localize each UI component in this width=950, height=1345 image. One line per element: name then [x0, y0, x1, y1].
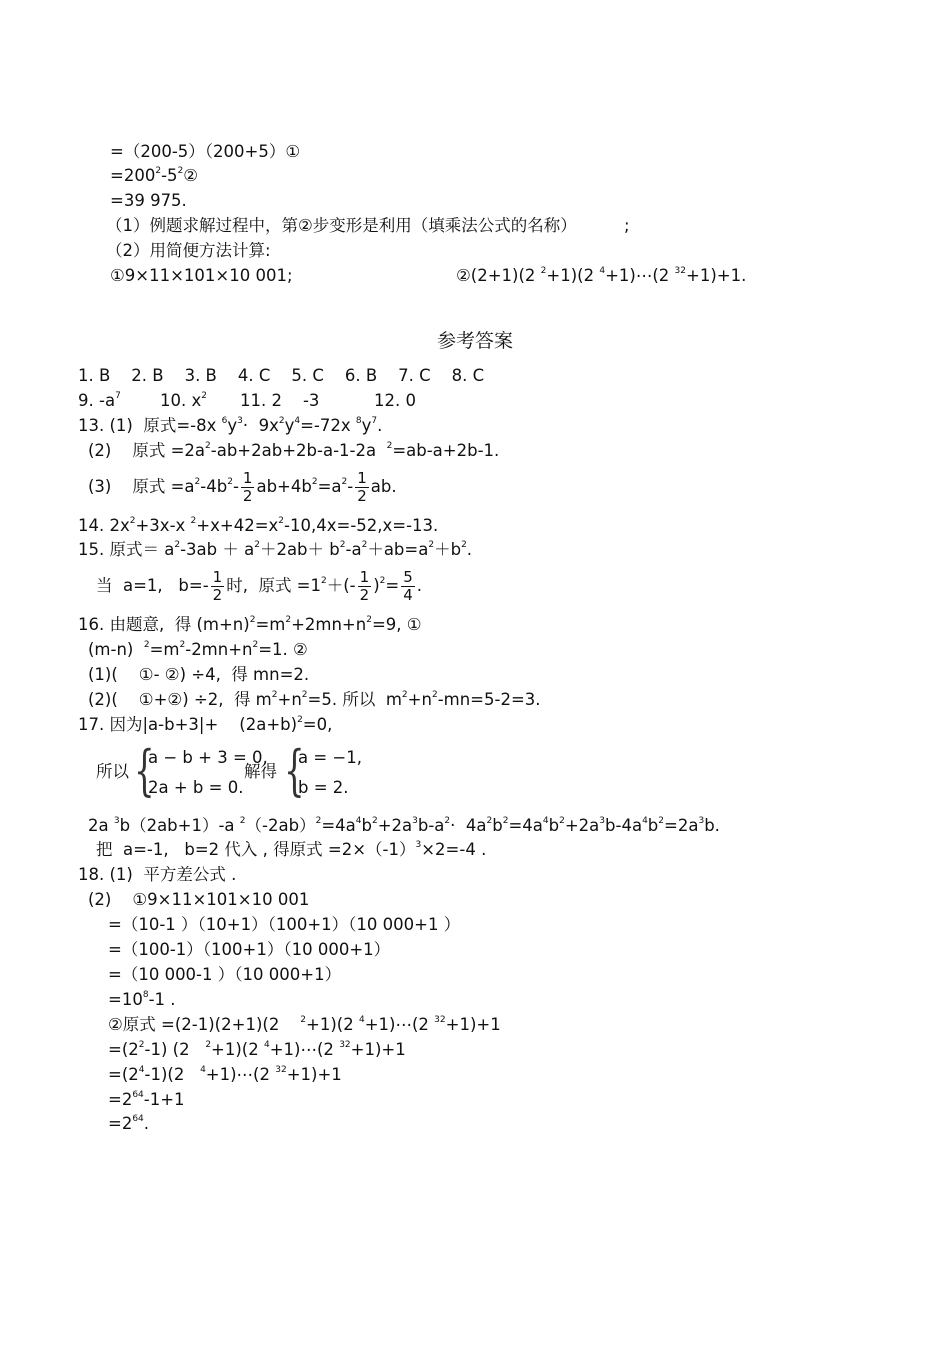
superscript: 4 [200, 1065, 206, 1075]
answer-line [108, 1090, 185, 1110]
system-eq: 2a + b = 0. [148, 778, 244, 797]
answer-line: =（10-1 ）（10+1）（100+1）（10 000+1 ） [108, 915, 461, 934]
superscript: 32 [674, 266, 686, 276]
text-span: -1 . [148, 990, 176, 1009]
answer-line [78, 516, 438, 536]
text-span: （-2ab） [245, 816, 316, 835]
text-span: 把 a=-1, b=2 代入 , 得原式 =2×（-1） [96, 840, 416, 859]
text-span: +1)+1 [445, 1015, 501, 1034]
fraction [358, 569, 372, 604]
text-span: 当 a=1, b=- [96, 576, 209, 595]
superscript: 4 [542, 816, 549, 826]
superscript: 4 [294, 416, 301, 426]
text-span: ＋(- [326, 576, 356, 595]
superscript: 2 [194, 477, 201, 487]
text-span: 15. 原式＝ a [78, 540, 175, 559]
text-span: (2)( ①+②) ÷2, 得 m [88, 690, 272, 709]
text-span: =-72x [300, 416, 356, 435]
text-span: b [361, 816, 372, 835]
text-span: -10,4x=-52,x=-13. [284, 516, 439, 535]
superscript: 4 [642, 816, 648, 826]
superscript: 2 [658, 816, 665, 826]
answer-line [88, 816, 720, 836]
text-span: =(2 [108, 1040, 139, 1059]
text-span: -3ab ＋ a [180, 540, 255, 559]
text-span: . [416, 576, 422, 595]
text-span: =a [317, 477, 342, 496]
text-span: b（2ab+1）-a [119, 816, 240, 835]
superscript: 64 [132, 1090, 144, 1100]
text-span: 9. -a [78, 391, 116, 410]
text-span: ×2=-4 . [421, 840, 487, 859]
text-span: ＋2ab＋ b [259, 540, 340, 559]
superscript: 7 [371, 416, 378, 426]
answer-line: =（100-1）（100+1）（10 000+1） [108, 940, 391, 959]
answer-line [78, 615, 422, 635]
superscript: 2 [428, 540, 435, 550]
text-span: · 4a [450, 816, 487, 835]
text-span: =5. 所以 m [307, 690, 402, 709]
question-3a: ①9×11×101×10 001; [110, 266, 293, 285]
superscript: 2 [315, 816, 322, 826]
text-span: +2a [564, 816, 600, 835]
question-2: （2）用简便方法计算: [106, 241, 271, 260]
answer-line [78, 715, 332, 735]
text-span: (m-n) [88, 640, 144, 659]
answer-line [88, 690, 541, 710]
superscript: 2 [190, 516, 197, 526]
superscript: 3 [698, 816, 705, 826]
superscript: 3 [113, 816, 120, 826]
superscript: 2 [205, 441, 211, 451]
text-span: =0, [302, 715, 333, 734]
superscript: 2 [461, 540, 467, 550]
superscript: 2 [271, 690, 278, 700]
text-span: ) [373, 576, 380, 595]
text-span: -mn=5-2=3. [437, 690, 541, 709]
superscript: 2 [540, 266, 547, 276]
left-brace: { [284, 739, 305, 802]
superscript: 2 [177, 166, 184, 176]
answer-line [108, 1040, 406, 1060]
text-span: =ab-a+2b-1. [392, 441, 500, 460]
superscript: 7 [115, 391, 121, 401]
text-span: b-a [417, 816, 445, 835]
answer-line: 12. 0 [374, 391, 416, 410]
text-span: . [143, 1114, 150, 1133]
superscript: 2 [239, 816, 246, 826]
superscript: 32 [434, 1015, 446, 1025]
text-span: =4a [321, 816, 356, 835]
superscript: 4 [599, 266, 606, 276]
superscript: 2 [401, 690, 408, 700]
superscript: 2 [361, 540, 368, 550]
text-span: =m [149, 640, 180, 659]
answer-line [88, 466, 397, 508]
text-span: +3x-x [135, 516, 191, 535]
superscript: 2 [339, 540, 346, 550]
superscript: 2 [444, 816, 451, 826]
superscript: 2 [341, 477, 348, 487]
answer-line [108, 1114, 149, 1134]
answer-line [78, 540, 472, 560]
text-span: =1. ② [258, 640, 308, 659]
superscript: 2 [559, 816, 565, 826]
text-span: b. [704, 816, 720, 835]
text-span: +1)+1 [350, 1040, 406, 1059]
superscript: 4 [138, 1065, 145, 1075]
superscript: 2 [201, 391, 207, 401]
fraction [355, 470, 369, 505]
text-span: -1)(2 [144, 1065, 201, 1084]
text-span: - [347, 477, 354, 496]
superscript: 2 [431, 690, 438, 700]
superscript: 4 [355, 816, 362, 826]
text-span: (3) 原式 =a [88, 477, 195, 496]
question-1: （1）例题求解过程中，第②步变形是利用（填乘法公式的名称） ; [106, 216, 630, 235]
text-span: y [227, 416, 238, 435]
text-span: =2a [664, 816, 699, 835]
answer-line: 1. B 2. B 3. B 4. C 5. C 6. B 7. C 8. C [78, 366, 485, 385]
answer-line: 11. 2 -3 [240, 391, 320, 410]
superscript: 6 [221, 416, 228, 426]
text-span: -4b [200, 477, 228, 496]
text-span: 2 [242, 487, 253, 505]
superscript: 2 [129, 516, 136, 526]
superscript: 2 [278, 416, 285, 426]
system-label: 所以 [96, 762, 129, 781]
answer-line [96, 565, 422, 607]
text-span: 13. (1) 原式=-8x [78, 416, 222, 435]
superscript: 8 [355, 416, 362, 426]
text-span: =200 [110, 166, 156, 185]
superscript: 2 [311, 477, 318, 487]
superscript: 2 [174, 540, 181, 550]
text-span: 2 [357, 487, 367, 505]
text-span: b [548, 816, 560, 835]
superscript: 2 [486, 816, 493, 826]
text-span: . [466, 540, 473, 559]
text-span: +1)⋯(2 [269, 1040, 340, 1059]
superscript: 2 [379, 576, 386, 586]
answer-line: =（10 000-1 ）（10 000+1） [108, 965, 342, 984]
text-span: . [377, 416, 383, 435]
fraction [241, 470, 255, 505]
superscript: 2 [143, 640, 150, 650]
fraction [401, 569, 415, 604]
text-span: -1) (2 [144, 1040, 206, 1059]
answer-line: (2) ①9×11×101×10 001 [88, 890, 310, 909]
text-span: 4 [403, 586, 413, 604]
superscript: 2 [285, 615, 292, 625]
superscript: 3 [415, 840, 422, 850]
superscript: 2 [254, 540, 260, 550]
answer-line [96, 840, 486, 860]
superscript: 2 [386, 441, 393, 451]
text-span: ②(2+1)(2 [456, 266, 541, 285]
answer-line [108, 1065, 342, 1085]
text-span: +1)⋯(2 [364, 1015, 435, 1034]
superscript: 2 [300, 1015, 307, 1025]
text-span: ab. [370, 477, 397, 496]
text-span: -a [345, 540, 362, 559]
text-span: 2 [212, 586, 223, 604]
text-span: +1)⋯(2 [605, 266, 675, 285]
text-span: 1 [242, 469, 253, 487]
answer-line [78, 391, 121, 411]
superscript: 32 [339, 1040, 351, 1050]
text-span: b [492, 816, 503, 835]
text-span: =2 [108, 1114, 133, 1133]
superscript: 2 [155, 166, 162, 176]
text-span: 1 [357, 469, 367, 487]
text-line: =39 975. [110, 191, 187, 210]
superscript: 2 [366, 615, 372, 625]
text-line: =（200-5）（200+5）① [110, 142, 301, 161]
text-span: 2 [359, 586, 370, 604]
superscript: 64 [132, 1114, 144, 1124]
system-eq: a = −1, [298, 748, 362, 767]
superscript: 2 [371, 816, 378, 826]
text-span: ②原式 =(2-1)(2+1)(2 [108, 1015, 301, 1034]
text-span: 14. 2x [78, 516, 130, 535]
superscript: 2 [297, 715, 303, 725]
answer-line: (1)( ①- ②) ÷4, 得 mn=2. [88, 665, 310, 684]
text-span: b-4a [605, 816, 643, 835]
text-span: +1)+1 [286, 1065, 342, 1084]
text-span: +1)+1. [686, 266, 747, 285]
superscript: 2 [138, 1040, 145, 1050]
system-eq: b = 2. [298, 778, 349, 797]
text-span: (2) 原式 =2a [88, 441, 206, 460]
text-span: y [284, 416, 295, 435]
question-3b [456, 266, 746, 286]
text-span: y [361, 416, 372, 435]
system-label: 解得 [244, 762, 277, 781]
text-span: +n [277, 690, 302, 709]
text-span: =10 [108, 990, 143, 1009]
text-span: ＋b [434, 540, 462, 559]
superscript: 32 [275, 1065, 287, 1075]
text-span: 时, 原式 =1 [226, 576, 322, 595]
text-span: =m [255, 615, 286, 634]
text-span: =9, ① [371, 615, 422, 634]
superscript: 3 [412, 816, 418, 826]
superscript: 2 [301, 690, 308, 700]
superscript: 2 [278, 516, 285, 526]
text-span: = [385, 576, 400, 595]
superscript: 2 [205, 1040, 212, 1050]
superscript: 3 [599, 816, 606, 826]
text-span: 5 [403, 568, 413, 586]
text-span: =4a [508, 816, 543, 835]
text-span: · 9x [242, 416, 279, 435]
text-span: +x+42=x [196, 516, 279, 535]
superscript: 2 [252, 640, 259, 650]
system-eq: a − b + 3 = 0, [148, 748, 268, 767]
text-span: -5 [161, 166, 178, 185]
text-span: =2 [108, 1090, 133, 1109]
answer-line: 18. (1) 平方差公式 . [78, 865, 237, 884]
text-span: +1)(2 [306, 1015, 359, 1034]
text-span: ② [183, 166, 199, 185]
superscript: 2 [179, 640, 186, 650]
answer-line [88, 441, 499, 461]
fraction [211, 569, 225, 604]
text-span: =(2 [108, 1065, 139, 1084]
superscript: 3 [237, 416, 243, 426]
section-title: 参考答案 [436, 330, 513, 352]
text-span: -ab+2ab+2b-a-1-2a [210, 441, 387, 460]
text-span: +2a [377, 816, 413, 835]
text-line [110, 166, 198, 186]
text-span: -2mn+n [185, 640, 253, 659]
answer-line [108, 990, 176, 1010]
text-span: ＋ab=a [367, 540, 429, 559]
text-span: 10. x [160, 391, 202, 410]
text-span: 17. 因为|a-b+3|+ (2a+b) [78, 715, 298, 734]
text-span: 2a [88, 816, 114, 835]
superscript: 2 [502, 816, 509, 826]
text-span: - [232, 477, 239, 496]
text-span: +n [407, 690, 432, 709]
answer-line [108, 1015, 501, 1035]
text-span: b [647, 816, 659, 835]
superscript: 8 [142, 990, 149, 1000]
text-span: +1)⋯(2 [205, 1065, 276, 1084]
text-span: -1+1 [143, 1090, 185, 1109]
text-span: ab+4b [256, 477, 312, 496]
superscript: 4 [358, 1015, 365, 1025]
superscript: 2 [249, 615, 256, 625]
superscript: 2 [321, 576, 327, 586]
answer-line [160, 391, 207, 411]
text-span: 16. 由题意, 得 (m+n) [78, 615, 250, 634]
text-span: +2mn+n [291, 615, 367, 634]
left-brace: { [134, 739, 155, 802]
superscript: 4 [264, 1040, 270, 1050]
text-span: 1 [212, 568, 223, 586]
text-span: +1)(2 [211, 1040, 264, 1059]
superscript: 2 [227, 477, 233, 487]
answer-line [78, 416, 382, 436]
answer-line [88, 640, 308, 660]
text-span: +1)(2 [546, 266, 600, 285]
text-span: 1 [359, 568, 370, 586]
